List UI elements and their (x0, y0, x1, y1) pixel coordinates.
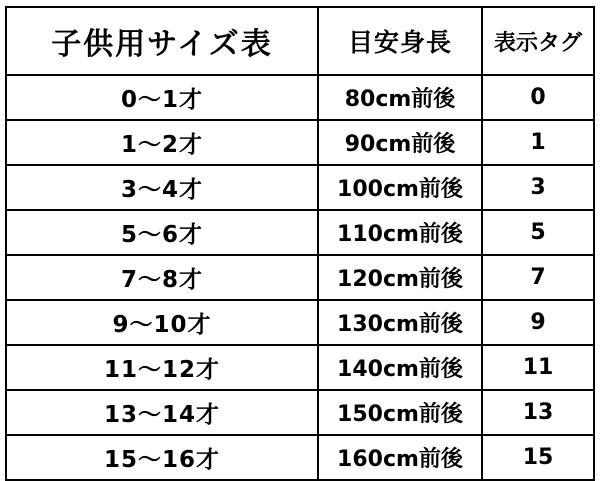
cell-age: 3〜4才 (6, 165, 318, 210)
table-row (6, 210, 594, 255)
cell-height: 160cm前後 (318, 435, 482, 480)
cell-tag: 7 (482, 255, 594, 300)
table-row (6, 435, 594, 480)
cell-tag: 11 (482, 345, 594, 390)
column-header-tag: 表示タグ (482, 7, 594, 75)
cell-height: 120cm前後 (318, 255, 482, 300)
cell-height: 100cm前後 (318, 165, 482, 210)
cell-tag: 9 (482, 300, 594, 345)
table-row (6, 345, 594, 390)
cell-age: 13〜14才 (6, 390, 318, 435)
cell-height: 130cm前後 (318, 300, 482, 345)
cell-age: 5〜6才 (6, 210, 318, 255)
table-header-row (6, 7, 594, 75)
cell-height: 110cm前後 (318, 210, 482, 255)
cell-height: 80cm前後 (318, 75, 482, 120)
table-header (6, 7, 594, 75)
cell-age: 0〜1才 (6, 75, 318, 120)
cell-height: 90cm前後 (318, 120, 482, 165)
table-row (6, 120, 594, 165)
table-body (6, 75, 594, 480)
cell-age: 7〜8才 (6, 255, 318, 300)
cell-tag: 15 (482, 435, 594, 480)
column-header-age: 子供用サイズ表 (6, 7, 318, 75)
cell-tag: 5 (482, 210, 594, 255)
cell-tag: 13 (482, 390, 594, 435)
table-row (6, 255, 594, 300)
table-row (6, 300, 594, 345)
cell-age: 11〜12才 (6, 345, 318, 390)
table-row (6, 390, 594, 435)
table-row (6, 165, 594, 210)
cell-tag: 3 (482, 165, 594, 210)
cell-age: 9〜10才 (6, 300, 318, 345)
cell-height: 150cm前後 (318, 390, 482, 435)
table-row (6, 75, 594, 120)
cell-tag: 0 (482, 75, 594, 120)
cell-age: 1〜2才 (6, 120, 318, 165)
column-header-height: 目安身長 (318, 7, 482, 75)
cell-age: 15〜16才 (6, 435, 318, 480)
cell-tag: 1 (482, 120, 594, 165)
childrens-size-chart-table (5, 6, 595, 481)
cell-height: 140cm前後 (318, 345, 482, 390)
